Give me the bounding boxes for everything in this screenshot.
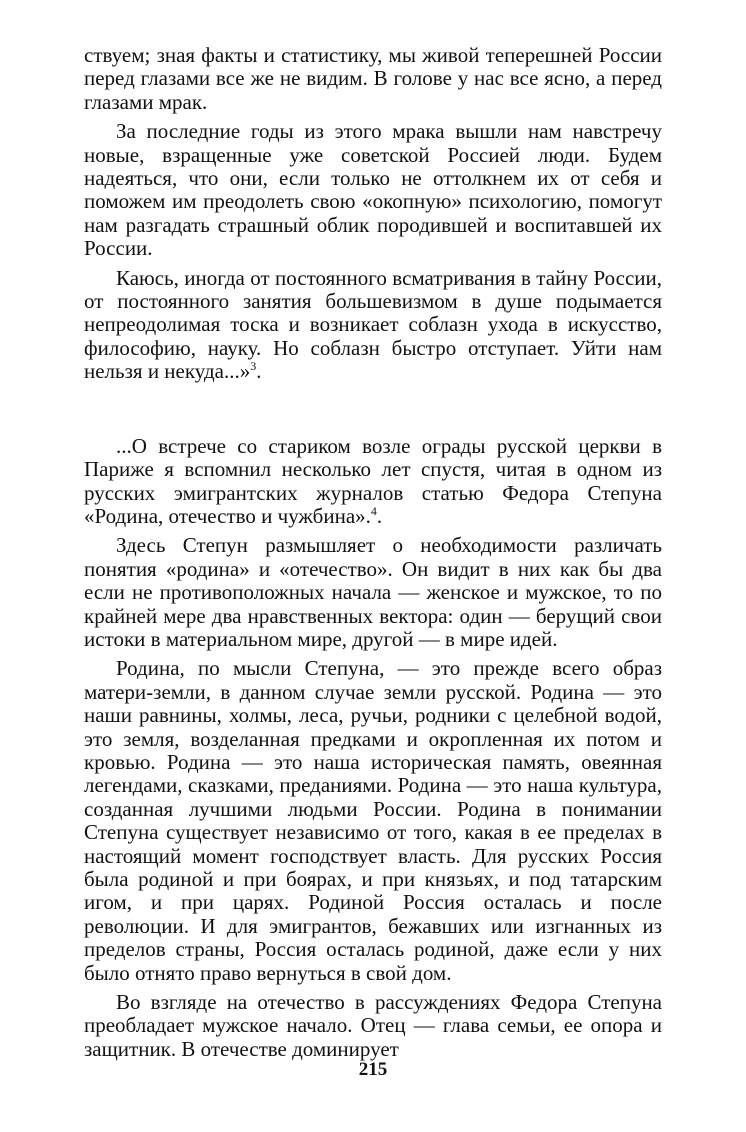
paragraph bbox=[84, 44, 662, 114]
paragraph bbox=[84, 120, 662, 260]
paragraph-text: ствуем; зная факты и статистику, мы живой теперешней России перед глазами все же не видим. В голове у нас все ясно, а перед глазами мрак. bbox=[84, 43, 662, 114]
text-block-continuation bbox=[84, 44, 662, 384]
page-number: 215 bbox=[358, 1059, 388, 1080]
paragraph bbox=[84, 534, 662, 651]
paragraph-text: Здесь Степун размышляет о необходимости различать понятия «родина» и «отечество». Он видит в них как бы два если не противоположных начала — женское и мужское, то по крайней мере два нравственных вектора: один — берущий свои истоки в материальном мире, другой — в мире идей. bbox=[84, 533, 662, 651]
book-page bbox=[84, 44, 662, 1061]
paragraph-text: Родина, по мысли Степуна, — это прежде всего образ матери-земли, в данном случае земли русской. Родина — это наши равнины, холмы, леса, ручьи, родники с целебной водой, это земля, возделанная предками и окропленная их потом и кровью. Родина — это наша историческая память, овеянная легендами, сказками, преданиями. Родина — это наша культура, созданная лучшими людьми России. Родина в понимании Степуна существует независимо от того, какая в ее пределах в настоящий момент господствует власть. Для русских Россия была родиной и при боярах, и при князьях, и под татарским игом, и при царях. Родиной Россия осталась и после революции. И для эмигрантов, бежавших или изгнанных из пределов страны, Россия осталась родиной, даже если у них было отнято право вернуться в свой дом. bbox=[84, 656, 662, 985]
paragraph-text: Во взгляде на отечество в рассуждениях Федора Степуна преобладает мужское начало. Отец — глава семьи, ее опора и защитник. В отечестве доминирует bbox=[84, 990, 662, 1061]
footnote-ref: 3 bbox=[250, 359, 257, 374]
paragraph bbox=[84, 991, 662, 1061]
paragraph bbox=[84, 657, 662, 985]
paragraph-text: ...О встрече со стариком возле ограды русской церкви в Париже я вспомнил несколько лет спустя, читая в одном из русских эмигрантских журналов статью Федора Степуна «Родина, отечество и чужбина». bbox=[84, 433, 662, 528]
paragraph: ...О встрече со стариком возле ограды русской церкви в Париже я вспомнил несколько лет спустя, читая в одном из русских эмигрантских журналов статью Федора Степуна «Родина, отечество и чужбина».$^4$. bbox=[84, 433, 662, 528]
paragraph: Каюсь, иногда от постоянного всматривания в тайну России, от постоянного занятия большевизмом в душе подымается непреодолимая тоска и возникает соблазн ухода в искусство, философию, науку. Но соблазн быстро отступает. Уйти нам нельзя и некуда...»$^3$. bbox=[84, 265, 662, 384]
text-block-section bbox=[84, 435, 662, 1062]
footnote-ref: 4 bbox=[370, 503, 377, 518]
paragraph-text: За последние годы из этого мрака вышли нам навстречу новые, взращенные уже советской Россией люди. Будем надеяться, что они, если только не оттолкнем их от себя и поможем им преодолеть свою «окопную» психологию, помогут нам разгадать страшный облик породившей и воспитавшей их России. bbox=[84, 119, 662, 261]
paragraph-text: Каюсь, иногда от постоянного всматривания в тайну России, от постоянного занятия большевизмом в душе подымается непреодолимая тоска и возникает соблазн ухода в искусство, философию, науку. Но соблазн быстро отступает. Уйти нам нельзя и некуда...» bbox=[84, 265, 662, 384]
